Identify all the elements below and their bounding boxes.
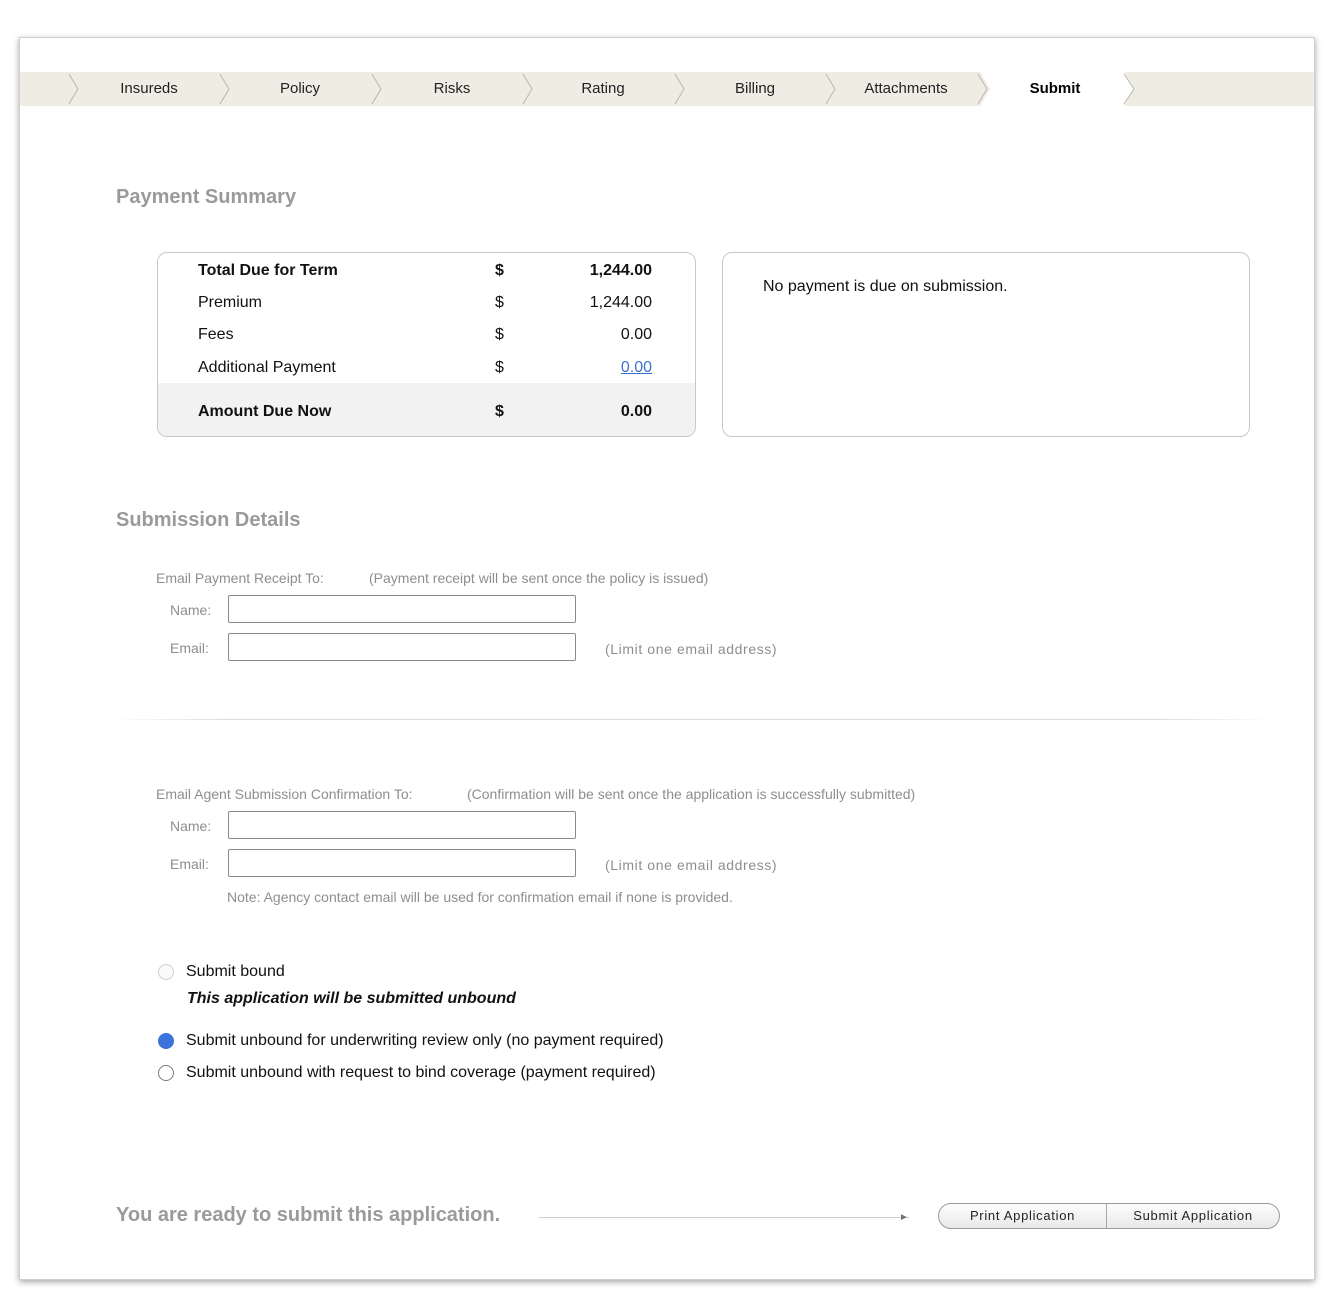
- summary-total-label: Amount Due Now: [198, 403, 332, 420]
- step-chevron-divider: [372, 74, 381, 104]
- submission-details-title: Submission Details: [116, 509, 301, 531]
- summary-row-label: Additional Payment: [198, 359, 336, 376]
- payment-note-text: No payment is due on submission.: [763, 278, 1008, 295]
- step-chevron-divider: [523, 74, 532, 104]
- summary-row-value: 0.00: [620, 326, 652, 343]
- step-risks[interactable]: Risks: [433, 80, 471, 97]
- summary-row-fees: [158, 320, 695, 352]
- step-chevron-divider: [220, 74, 229, 104]
- receipt-name-input[interactable]: [228, 595, 576, 623]
- summary-row-amount-due-now: [158, 383, 695, 436]
- ready-to-submit-text: You are ready to submit this application.: [116, 1204, 501, 1226]
- step-policy[interactable]: Policy: [279, 80, 320, 97]
- print-application-button[interactable]: Print Application: [969, 1208, 1076, 1223]
- arrow-right-icon: ►: [899, 1212, 909, 1223]
- step-chevron-divider: [69, 74, 78, 104]
- agent-name-input[interactable]: [228, 811, 576, 839]
- application-window: [19, 37, 1315, 1280]
- summary-row-total-due: [158, 256, 695, 288]
- step-insureds[interactable]: Insureds: [120, 80, 178, 97]
- step-attachments[interactable]: Attachments: [864, 80, 948, 97]
- summary-row-currency: $: [495, 326, 504, 343]
- step-rating[interactable]: Rating: [581, 80, 625, 97]
- agent-name-label: Name:: [170, 818, 212, 834]
- summary-total-currency: $: [495, 403, 504, 420]
- receipt-email-label: Email:: [170, 640, 209, 656]
- ready-arrow-line: [539, 1217, 909, 1218]
- agent-contact-note: Note: Agency contact email will be used for confirmation email if none is provided.: [227, 889, 733, 905]
- receipt-email-input[interactable]: [228, 633, 576, 661]
- summary-row-premium: [158, 288, 695, 320]
- section-divider: [112, 719, 1272, 720]
- submit-button-group: [938, 1203, 1280, 1229]
- agent-email-input[interactable]: [228, 849, 576, 877]
- submit-bound-note: This application will be submitted unbound: [187, 990, 516, 1007]
- summary-row-label: Fees: [198, 326, 234, 343]
- payment-summary-table: [157, 252, 696, 437]
- step-submit[interactable]: Submit: [1029, 80, 1081, 97]
- submit-unbound-review-label[interactable]: Submit unbound for underwriting review only (no payment required): [186, 1032, 664, 1049]
- receipt-hint: (Payment receipt will be sent once the policy is issued): [369, 570, 709, 586]
- step-chevron-divider: [826, 74, 835, 104]
- receipt-limit-note: (Limit one email address): [605, 641, 778, 657]
- agent-hint: (Confirmation will be sent once the application is successfully submitted): [467, 786, 916, 802]
- submit-bound-label: Submit bound: [186, 963, 285, 980]
- summary-row-currency: $: [495, 294, 504, 311]
- summary-row-additional-payment: [158, 353, 695, 385]
- submit-bound-radio: [158, 964, 174, 980]
- submit-application-button[interactable]: Submit Application: [1133, 1208, 1253, 1223]
- agent-heading: Email Agent Submission Confirmation To:: [156, 786, 413, 802]
- additional-payment-link[interactable]: 0.00: [620, 359, 652, 376]
- summary-total-value: 0.00: [620, 403, 652, 420]
- receipt-name-label: Name:: [170, 602, 212, 618]
- progress-steps: [20, 72, 1314, 106]
- receipt-heading: Email Payment Receipt To:: [156, 570, 324, 586]
- submit-unbound-bind-label[interactable]: Submit unbound with request to bind coverage (payment required): [186, 1064, 656, 1081]
- submit-unbound-review-radio[interactable]: [158, 1033, 174, 1049]
- submit-unbound-bind-radio[interactable]: [158, 1065, 174, 1081]
- payment-summary-title: Payment Summary: [116, 186, 297, 208]
- agent-email-label: Email:: [170, 856, 209, 872]
- summary-row-label: Premium: [198, 294, 263, 311]
- agent-limit-note: (Limit one email address): [605, 857, 778, 873]
- payment-note-box: [722, 252, 1250, 437]
- summary-row-currency: $: [495, 359, 504, 376]
- step-chevron-divider: [675, 74, 684, 104]
- summary-row-currency: $: [495, 262, 504, 279]
- summary-row-value: 1,244.00: [589, 294, 652, 311]
- summary-row-label: Total Due for Term: [198, 262, 338, 279]
- step-billing[interactable]: Billing: [734, 80, 776, 97]
- summary-row-value: 1,244.00: [589, 262, 652, 279]
